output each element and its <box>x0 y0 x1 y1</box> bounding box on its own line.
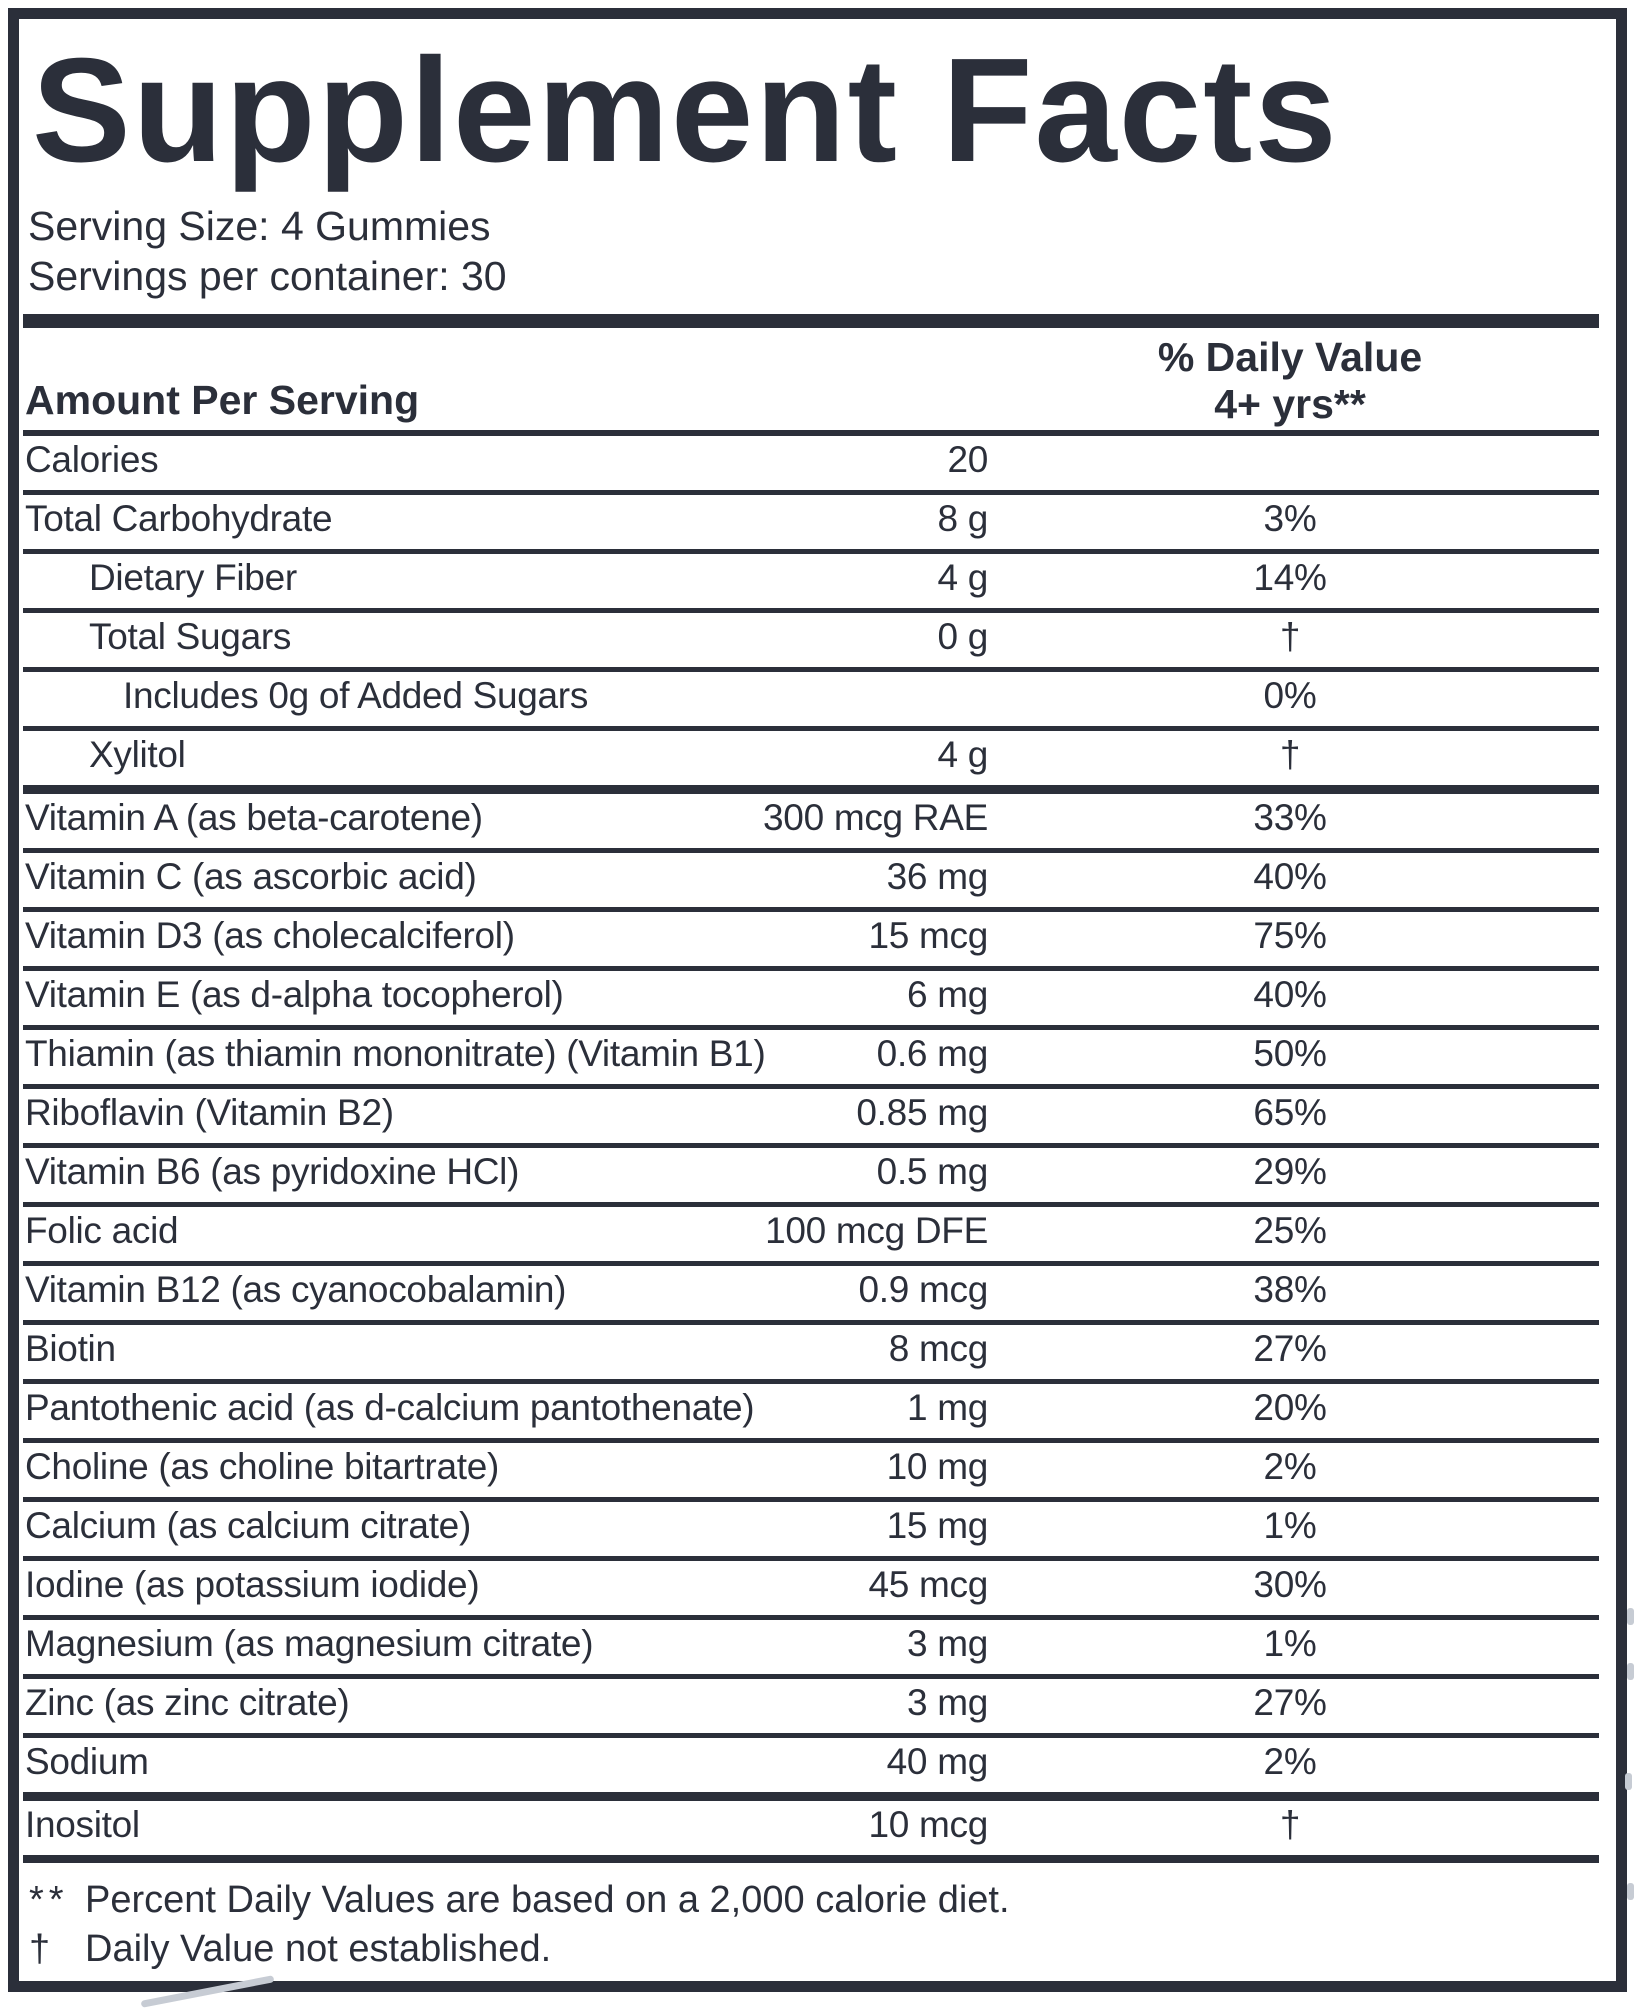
daily-value-header: % Daily Value 4+ yrs** <box>1157 334 1423 427</box>
table-row <box>19 1379 1616 1438</box>
footnote-dv-not-established <box>19 1925 1616 1974</box>
nutrient-daily-value: 14% <box>1253 557 1327 598</box>
table-row <box>19 1792 1616 1855</box>
nutrient-name: Vitamin C (as ascorbic acid) <box>25 856 477 897</box>
nutrient-name: Includes 0g of Added Sugars <box>123 675 589 716</box>
nutrient-name: Inositol <box>25 1804 140 1845</box>
table-header <box>19 328 1616 430</box>
nutrient-name: Dietary Fiber <box>89 557 297 598</box>
nutrient-name: Vitamin B6 (as pyridoxine HCl) <box>25 1151 520 1192</box>
nutrient-name: Sodium <box>25 1741 149 1782</box>
nutrient-amount: 3 mg <box>906 1682 988 1723</box>
nutrient-amount: 40 mg <box>886 1741 988 1782</box>
table-row <box>19 436 1616 490</box>
nutrient-name: Vitamin B12 (as cyanocobalamin) <box>25 1269 567 1310</box>
table-row <box>19 549 1616 608</box>
table-row <box>19 1202 1616 1261</box>
nutrient-daily-value: 75% <box>1253 915 1327 956</box>
nutrient-daily-value: † <box>1279 616 1301 657</box>
section-divider-thick <box>23 314 1599 328</box>
nutrient-name: Total Sugars <box>89 616 292 657</box>
nutrient-amount: 10 mcg <box>868 1804 988 1845</box>
table-row <box>19 966 1616 1025</box>
nutrient-amount: 15 mg <box>886 1505 988 1546</box>
nutrient-daily-value: 27% <box>1253 1682 1327 1723</box>
nutrient-name: Vitamin E (as d-alpha tocopherol) <box>25 974 564 1015</box>
footnote-text: Percent Daily Values are based on a 2,000 calorie diet. <box>85 1879 1010 1921</box>
diecut-mark <box>1627 1608 1634 1625</box>
nutrient-amount: 0.85 mg <box>856 1092 988 1133</box>
nutrient-daily-value: 33% <box>1253 797 1327 838</box>
nutrient-amount: 100 mcg DFE <box>765 1210 988 1251</box>
nutrient-daily-value: 65% <box>1253 1092 1327 1133</box>
nutrient-name: Calcium (as calcium citrate) <box>25 1505 471 1546</box>
serving-size: Serving Size: 4 Gummies <box>28 203 491 249</box>
nutrient-name: Vitamin A (as beta-carotene) <box>25 797 483 838</box>
nutrient-amount: 8 mcg <box>888 1328 988 1369</box>
nutrient-daily-value: 40% <box>1253 856 1327 897</box>
nutrient-daily-value: 38% <box>1253 1269 1327 1310</box>
nutrient-daily-value: 40% <box>1253 974 1327 1015</box>
nutrient-name: Vitamin D3 (as cholecalciferol) <box>25 915 515 956</box>
footnote-text: Daily Value not established. <box>85 1928 552 1970</box>
table-row <box>19 1084 1616 1143</box>
serving-info <box>28 201 1616 301</box>
nutrient-name: Biotin <box>25 1328 116 1369</box>
nutrient-amount: 0.9 mcg <box>858 1269 988 1310</box>
diecut-mark <box>1627 1663 1634 1680</box>
table-row <box>19 907 1616 966</box>
nutrient-name: Pantothenic acid (as d-calcium pantothenate) <box>25 1387 755 1428</box>
table-row <box>19 1025 1616 1084</box>
nutrient-name: Xylitol <box>89 734 186 775</box>
nutrient-name: Iodine (as potassium iodide) <box>25 1564 480 1605</box>
nutrient-name: Calories <box>25 439 159 480</box>
table-row <box>19 1674 1616 1733</box>
nutrient-daily-value: 27% <box>1253 1328 1327 1369</box>
table-row <box>19 608 1616 667</box>
nutrient-amount: 3 mg <box>906 1623 988 1664</box>
table-row <box>19 1438 1616 1497</box>
nutrient-amount: 0.6 mg <box>876 1033 988 1074</box>
nutrient-daily-value: 30% <box>1253 1564 1327 1605</box>
nutrient-amount: 20 <box>947 439 988 480</box>
nutrient-amount: 4 g <box>937 734 988 775</box>
nutrient-amount: 1 mg <box>906 1387 988 1428</box>
nutrient-name: Zinc (as zinc citrate) <box>25 1682 350 1723</box>
table-row <box>19 1733 1616 1792</box>
table-row <box>19 1556 1616 1615</box>
nutrient-name: Magnesium (as magnesium citrate) <box>25 1623 594 1664</box>
nutrient-daily-value: 2% <box>1263 1446 1317 1487</box>
nutrient-daily-value: 29% <box>1253 1151 1327 1192</box>
diecut-mark <box>1627 1883 1634 1900</box>
diecut-mark <box>1625 1773 1632 1790</box>
dagger-symbol: † <box>29 1928 56 1970</box>
double-asterisk-symbol: ** <box>29 1879 69 1921</box>
footnote-daily-values <box>19 1876 1616 1925</box>
nutrient-daily-value: 3% <box>1263 498 1317 539</box>
table-row <box>19 1615 1616 1674</box>
table-row <box>19 1320 1616 1379</box>
amount-per-serving-header: Amount Per Serving <box>25 377 420 423</box>
nutrient-name: Riboflavin (Vitamin B2) <box>25 1092 394 1133</box>
table-row <box>19 1261 1616 1320</box>
nutrient-daily-value: 0% <box>1263 675 1317 716</box>
nutrient-amount: 10 mg <box>886 1446 988 1487</box>
nutrient-amount: 4 g <box>937 557 988 598</box>
nutrient-daily-value: 20% <box>1253 1387 1327 1428</box>
table-row <box>19 490 1616 549</box>
nutrient-amount: 6 mg <box>906 974 988 1015</box>
table-row <box>19 785 1616 848</box>
nutrient-daily-value: 2% <box>1263 1741 1317 1782</box>
nutrient-name: Folic acid <box>25 1210 179 1251</box>
footnotes <box>19 1876 1616 1974</box>
nutrient-amount: 300 mcg RAE <box>763 797 988 838</box>
servings-per-container: Servings per container: 30 <box>28 253 507 299</box>
table-row <box>19 726 1616 785</box>
nutrient-name: Total Carbohydrate <box>25 498 333 539</box>
supplement-facts-label <box>8 8 1627 1992</box>
nutrient-daily-value: 1% <box>1263 1505 1317 1546</box>
nutrient-daily-value: 25% <box>1253 1210 1327 1251</box>
nutrient-amount: 8 g <box>937 498 988 539</box>
nutrient-daily-value: 50% <box>1253 1033 1327 1074</box>
nutrient-daily-value: 1% <box>1263 1623 1317 1664</box>
table-row <box>19 667 1616 726</box>
nutrient-amount: 0 g <box>937 616 988 657</box>
page-title: Supplement Facts <box>32 28 1339 193</box>
nutrient-daily-value: † <box>1279 1804 1301 1845</box>
nutrient-amount: 0.5 mg <box>876 1151 988 1192</box>
table-bottom-divider <box>23 1855 1599 1863</box>
table-row <box>19 1497 1616 1556</box>
table-row <box>19 1143 1616 1202</box>
nutrient-name: Thiamin (as thiamin mononitrate) (Vitamin B1) <box>25 1033 766 1074</box>
nutrient-amount: 45 mcg <box>868 1564 988 1605</box>
nutrient-name: Choline (as choline bitartrate) <box>25 1446 499 1487</box>
nutrient-amount: 15 mcg <box>868 915 988 956</box>
table-row <box>19 848 1616 907</box>
nutrient-daily-value: † <box>1279 734 1301 775</box>
nutrient-amount: 36 mg <box>886 856 988 897</box>
